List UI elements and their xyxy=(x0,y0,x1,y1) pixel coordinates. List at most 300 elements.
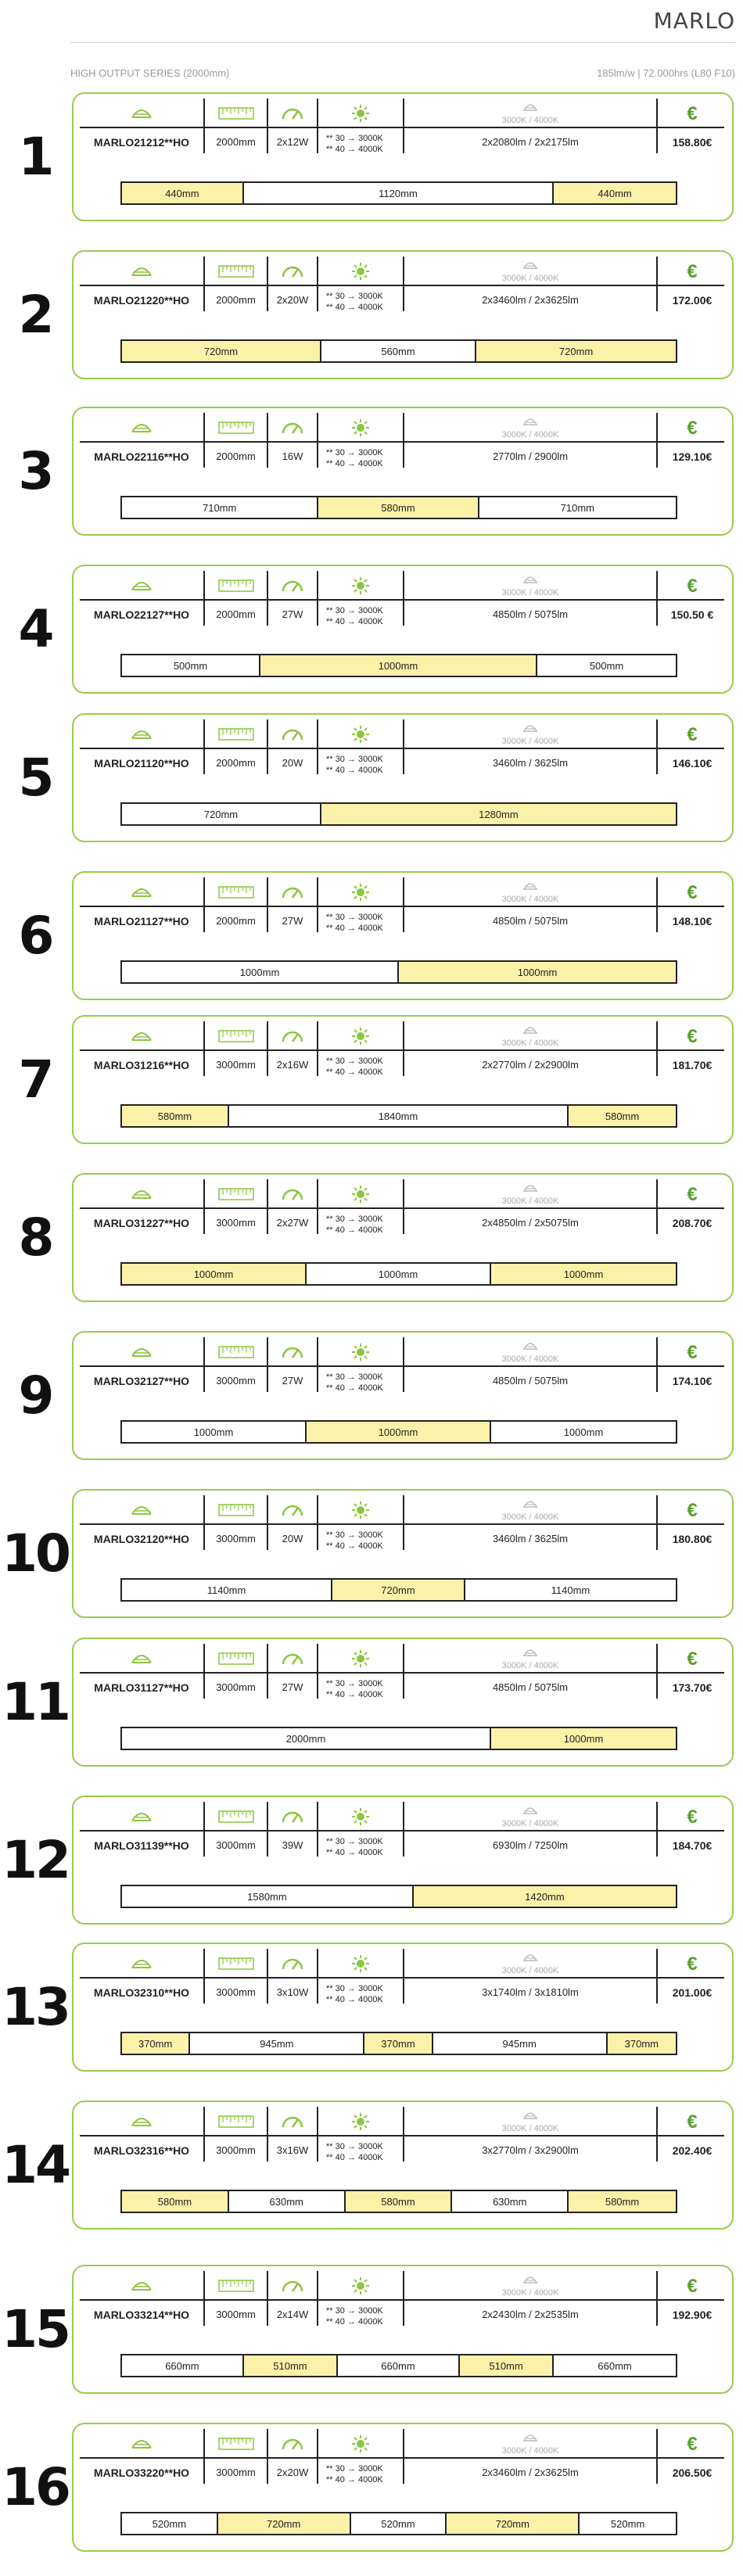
product-code: MARLO32310**HO xyxy=(93,1986,190,1999)
product-row xyxy=(0,2423,743,2552)
lumen-header-text: 3000K / 4000K xyxy=(501,1966,559,1975)
ruler-icon xyxy=(205,2274,267,2298)
segment-gap: 500mm xyxy=(537,655,676,676)
lumen-header xyxy=(404,1644,656,1674)
length-column xyxy=(205,1802,268,1857)
euro-icon: € xyxy=(687,576,698,597)
ruler-icon xyxy=(205,102,267,125)
length-value: 3000mm xyxy=(216,1375,256,1387)
segment-gap: 1000mm xyxy=(122,1422,307,1442)
euro-icon: € xyxy=(687,1649,698,1670)
product-row xyxy=(0,713,743,842)
fixture-icon xyxy=(80,2432,203,2456)
row-number: 15 xyxy=(2,2299,69,2359)
lamp-icon xyxy=(404,571,656,588)
lumen-value: 2x2080lm / 2x2175lm xyxy=(482,136,579,148)
product-card[interactable] xyxy=(72,1173,734,1302)
header-divider xyxy=(80,127,724,128)
product-code: MARLO31127**HO xyxy=(94,1681,189,1694)
gauge-icon xyxy=(268,1805,317,1828)
cct-option: ** 30 → 3000K xyxy=(326,1530,383,1540)
row-number: 16 xyxy=(2,2457,69,2517)
price-value: 202.40€ xyxy=(672,2144,712,2157)
segment-gap: 945mm xyxy=(190,2033,364,2054)
length-value: 3000mm xyxy=(216,2467,256,2478)
product-row xyxy=(0,2101,743,2230)
power-column xyxy=(268,1337,318,1392)
header-divider xyxy=(80,748,724,749)
fixture-icon xyxy=(80,1340,203,1364)
row-number: 13 xyxy=(2,1977,69,2037)
header-divider xyxy=(80,441,724,443)
lamp-icon xyxy=(404,1802,656,1819)
product-code: MARLO21127**HO xyxy=(94,915,189,927)
lumen-value: 4850lm / 5075lm xyxy=(492,1375,569,1387)
product-card[interactable] xyxy=(72,407,734,536)
product-row xyxy=(0,871,743,1000)
code-column xyxy=(80,2107,205,2162)
lumen-value: 4850lm / 5075lm xyxy=(492,915,569,927)
cct-column xyxy=(318,1949,404,2004)
cct-options xyxy=(326,133,383,155)
segment-bar xyxy=(120,181,677,205)
price-value: 172.00€ xyxy=(672,294,712,307)
segment-gap: 660mm xyxy=(554,2355,676,2376)
gauge-icon xyxy=(268,881,317,904)
cct-option: ** 30 → 3000K xyxy=(326,134,383,143)
lumen-value: 2x4850lm / 2x5075lm xyxy=(482,1217,579,1229)
product-card[interactable] xyxy=(72,1638,734,1767)
row-number: 9 xyxy=(18,1365,52,1426)
ruler-icon xyxy=(205,2110,267,2133)
segment-light: 1420mm xyxy=(414,1886,676,1907)
price-value: 184.70€ xyxy=(672,1839,712,1852)
cct-options xyxy=(326,912,383,934)
fixture-icon xyxy=(80,102,203,125)
cct-option: ** 30 → 3000K xyxy=(326,1372,383,1382)
row-number: 14 xyxy=(2,2135,69,2195)
segment-gap: 945mm xyxy=(433,2033,608,2054)
segment-bar xyxy=(120,1885,677,1908)
price-column xyxy=(656,1495,727,1550)
lamp-icon xyxy=(404,719,656,737)
gauge-icon xyxy=(268,2274,317,2298)
product-row xyxy=(0,250,743,379)
cct-options xyxy=(326,2141,383,2163)
product-card[interactable] xyxy=(72,2101,734,2230)
sun-icon xyxy=(318,2110,403,2133)
lumen-header-text: 3000K / 4000K xyxy=(501,1661,559,1670)
power-column xyxy=(268,877,318,932)
price-column xyxy=(656,1021,727,1076)
power-column xyxy=(268,571,318,626)
row-number: 10 xyxy=(2,1523,69,1584)
lumen-header-text: 3000K / 4000K xyxy=(501,737,559,746)
price-value: 201.00€ xyxy=(672,1986,712,1999)
cct-option: ** 40 → 4000K xyxy=(326,1383,383,1393)
gauge-icon xyxy=(268,1024,317,1048)
price-column xyxy=(656,1179,727,1234)
cct-option: ** 30 → 3000K xyxy=(326,913,383,922)
lumen-value: 3x2770lm / 3x2900lm xyxy=(482,2144,579,2156)
segment-gap: 1120mm xyxy=(244,183,554,203)
price-value: 174.10€ xyxy=(672,1375,712,1387)
cct-options xyxy=(326,1983,383,2005)
price-value: 181.70€ xyxy=(672,1059,712,1071)
lumen-value: 2x3460lm / 2x3625lm xyxy=(482,2467,579,2478)
product-row xyxy=(0,1796,743,1925)
ruler-icon xyxy=(205,2432,267,2456)
product-card[interactable] xyxy=(72,1331,734,1460)
power-value: 27W xyxy=(282,1375,303,1387)
segment-gap: 630mm xyxy=(452,2191,569,2212)
fixture-icon xyxy=(80,881,203,904)
header-divider xyxy=(80,1049,724,1051)
cct-options xyxy=(326,605,383,627)
header-divider xyxy=(80,1365,724,1367)
length-column xyxy=(205,2271,268,2326)
price-column xyxy=(656,877,727,932)
length-value: 3000mm xyxy=(216,1059,256,1071)
price-column xyxy=(656,719,727,774)
segment-light: 510mm xyxy=(244,2355,338,2376)
segment-light: 720mm xyxy=(332,1580,465,1600)
product-row xyxy=(0,1331,743,1460)
segment-gap: 560mm xyxy=(321,341,476,361)
length-value: 2000mm xyxy=(216,757,256,769)
segment-gap: 2000mm xyxy=(122,1728,491,1749)
segment-gap: 710mm xyxy=(479,497,676,518)
fixture-icon xyxy=(80,1498,203,1522)
gauge-icon xyxy=(268,260,317,283)
product-code: MARLO32316**HO xyxy=(93,2144,190,2157)
lumen-header xyxy=(404,571,656,601)
lumen-header-text: 3000K / 4000K xyxy=(501,274,559,283)
segment-gap: 660mm xyxy=(122,2355,244,2376)
code-column xyxy=(80,99,205,153)
cct-options xyxy=(326,1214,383,1236)
code-column xyxy=(80,1021,205,1076)
cct-options xyxy=(326,2305,383,2327)
lumen-header-text: 3000K / 4000K xyxy=(501,1039,559,1048)
cct-column xyxy=(318,1021,404,1076)
lumen-header xyxy=(404,413,656,443)
sun-icon xyxy=(318,1182,403,1206)
segment-light: 1280mm xyxy=(321,804,676,824)
segment-light: 1000mm xyxy=(399,962,676,982)
length-value: 3000mm xyxy=(216,2144,256,2156)
product-code: MARLO21220**HO xyxy=(93,294,190,307)
lumen-header-text: 3000K / 4000K xyxy=(501,2124,559,2133)
price-value: 148.10€ xyxy=(672,915,712,927)
ruler-icon xyxy=(205,723,267,746)
length-column xyxy=(205,719,268,774)
gauge-icon xyxy=(268,102,317,125)
cct-column xyxy=(318,1337,404,1392)
segment-bar xyxy=(120,2032,677,2055)
row-number: 4 xyxy=(18,599,52,659)
segment-light: 1000mm xyxy=(307,1422,491,1442)
power-value: 2x20W xyxy=(276,2467,309,2478)
cct-option: ** 40 → 4000K xyxy=(326,1995,383,2004)
sun-icon xyxy=(318,881,403,904)
lumen-header-text: 3000K / 4000K xyxy=(501,1197,559,1206)
code-column xyxy=(80,1949,205,2004)
segment-light: 440mm xyxy=(122,183,244,203)
fixture-icon xyxy=(80,1952,203,1975)
product-card[interactable] xyxy=(72,713,734,842)
header-divider xyxy=(80,1672,724,1674)
lamp-icon xyxy=(404,2271,656,2288)
power-column xyxy=(268,719,318,774)
power-value: 20W xyxy=(282,757,303,769)
ruler-icon xyxy=(205,260,267,283)
cct-option: ** 30 → 3000K xyxy=(326,292,383,301)
price-value: 158.80€ xyxy=(672,136,712,149)
sun-icon xyxy=(318,1024,403,1048)
euro-icon: € xyxy=(687,1500,698,1521)
segment-gap: 1580mm xyxy=(122,1886,414,1907)
gauge-icon xyxy=(268,1340,317,1364)
segment-bar xyxy=(120,1578,677,1602)
lumen-header xyxy=(404,719,656,749)
lumen-header-text: 3000K / 4000K xyxy=(501,2446,559,2456)
cct-options xyxy=(326,1836,383,1858)
segment-gap: 1000mm xyxy=(307,1264,491,1284)
price-value: 173.70€ xyxy=(672,1681,712,1694)
power-value: 3x16W xyxy=(276,2144,309,2156)
cct-column xyxy=(318,2429,404,2484)
cct-option: ** 40 → 4000K xyxy=(326,145,383,154)
lumen-value: 2770lm / 2900lm xyxy=(492,450,569,462)
segment-gap: 1000mm xyxy=(491,1422,676,1442)
euro-icon: € xyxy=(687,418,698,439)
cct-option: ** 30 → 3000K xyxy=(326,2464,383,2474)
cct-options xyxy=(326,1678,383,1700)
cct-option: ** 40 → 4000K xyxy=(326,2317,383,2327)
power-value: 2x20W xyxy=(276,294,309,306)
cct-option: ** 40 → 4000K xyxy=(326,1848,383,1857)
product-card[interactable] xyxy=(72,1489,734,1618)
lumen-header-text: 3000K / 4000K xyxy=(501,430,559,439)
ruler-icon xyxy=(205,1182,267,1206)
sun-icon xyxy=(318,1805,403,1828)
cct-option: ** 30 → 3000K xyxy=(326,1679,383,1688)
power-column xyxy=(268,2271,318,2326)
segment-bar xyxy=(120,654,677,677)
cct-option: ** 30 → 3000K xyxy=(326,448,383,457)
cct-option: ** 40 → 4000K xyxy=(326,459,383,468)
sun-icon xyxy=(318,1498,403,1522)
sun-icon xyxy=(318,2274,403,2298)
lumen-value: 3460lm / 3625lm xyxy=(492,757,569,769)
euro-icon: € xyxy=(687,882,698,903)
lumen-value: 3460lm / 3625lm xyxy=(492,1533,569,1545)
segment-gap: 660mm xyxy=(338,2355,460,2376)
product-card[interactable] xyxy=(72,2265,734,2394)
euro-icon: € xyxy=(687,1184,698,1205)
product-row xyxy=(0,92,743,221)
row-number: 3 xyxy=(18,441,52,501)
price-value: 206.50€ xyxy=(672,2467,712,2479)
price-column xyxy=(656,1337,727,1392)
power-column xyxy=(268,1021,318,1076)
euro-icon: € xyxy=(687,1026,698,1047)
cct-column xyxy=(318,1179,404,1234)
length-column xyxy=(205,1021,268,1076)
price-column xyxy=(656,1802,727,1857)
cct-options xyxy=(326,1372,383,1394)
ruler-icon xyxy=(205,881,267,904)
product-row xyxy=(0,1489,743,1618)
row-number: 1 xyxy=(18,127,52,187)
lumen-value: 2x3460lm / 2x3625lm xyxy=(482,294,579,306)
segment-bar xyxy=(120,496,677,519)
segment-light: 1000mm xyxy=(260,655,537,676)
segment-light: 1000mm xyxy=(491,1264,676,1284)
segment-bar xyxy=(120,339,677,363)
ruler-icon xyxy=(205,416,267,439)
lamp-icon xyxy=(404,1021,656,1039)
fixture-icon xyxy=(80,2110,203,2133)
lumen-value: 3x1740lm / 3x1810lm xyxy=(482,1986,579,1998)
lumen-header xyxy=(404,1021,656,1051)
segment-light: 1000mm xyxy=(491,1728,676,1749)
cct-options xyxy=(326,754,383,776)
product-card[interactable] xyxy=(72,1796,734,1925)
cct-column xyxy=(318,719,404,774)
segment-light: 370mm xyxy=(608,2033,676,2054)
euro-icon: € xyxy=(687,2111,698,2133)
power-value: 20W xyxy=(282,1533,303,1545)
header-divider xyxy=(80,906,724,907)
segment-bar xyxy=(120,1104,677,1128)
fixture-icon xyxy=(80,416,203,439)
lumen-header xyxy=(404,2271,656,2301)
segment-light: 720mm xyxy=(122,341,321,361)
length-column xyxy=(205,99,268,153)
length-value: 3000mm xyxy=(216,1986,256,1998)
lamp-icon xyxy=(404,1644,656,1661)
power-column xyxy=(268,1802,318,1857)
cct-option: ** 30 → 3000K xyxy=(326,2142,383,2151)
code-column xyxy=(80,2271,205,2326)
cct-option: ** 30 → 3000K xyxy=(326,1057,383,1066)
row-number: 8 xyxy=(18,1207,52,1268)
lumen-header-text: 3000K / 4000K xyxy=(501,1354,559,1364)
power-value: 2x12W xyxy=(276,136,309,148)
lamp-icon xyxy=(404,2429,656,2446)
ruler-icon xyxy=(205,1647,267,1670)
segment-gap: 1140mm xyxy=(122,1580,332,1600)
code-column xyxy=(80,413,205,468)
gauge-icon xyxy=(268,1952,317,1975)
power-value: 3x10W xyxy=(276,1986,309,1998)
segment-light: 580mm xyxy=(569,2191,676,2212)
power-column xyxy=(268,1179,318,1234)
segment-gap: 520mm xyxy=(351,2513,447,2534)
price-column xyxy=(656,1644,727,1699)
length-value: 3000mm xyxy=(216,1681,256,1693)
cct-column xyxy=(318,99,404,153)
product-card[interactable] xyxy=(72,565,734,694)
lumen-header xyxy=(404,1949,656,1979)
cct-column xyxy=(318,571,404,626)
series-label: HIGH OUTPUT SERIES (2000mm) xyxy=(70,67,230,79)
ruler-icon xyxy=(205,1952,267,1975)
segment-bar xyxy=(120,2190,677,2213)
cct-options xyxy=(326,447,383,469)
segment-light: 720mm xyxy=(447,2513,580,2534)
cct-option: ** 30 → 3000K xyxy=(326,1984,383,1993)
length-column xyxy=(205,2429,268,2484)
power-value: 27W xyxy=(282,1681,303,1693)
euro-icon: € xyxy=(687,1342,698,1363)
code-column xyxy=(80,1179,205,1234)
length-value: 3000mm xyxy=(216,1217,256,1229)
cct-column xyxy=(318,1802,404,1857)
segment-light: 1000mm xyxy=(122,1264,307,1284)
specs-label: 185lm/w | 72.000hrs (L80 F10) xyxy=(597,67,735,79)
product-card[interactable] xyxy=(72,250,734,379)
price-value: 180.80€ xyxy=(672,1533,712,1545)
header-divider xyxy=(80,2135,724,2137)
segment-bar xyxy=(120,2354,677,2377)
lamp-icon xyxy=(404,1179,656,1197)
length-column xyxy=(205,257,268,311)
gauge-icon xyxy=(268,1647,317,1670)
segment-gap: 520mm xyxy=(122,2513,218,2534)
row-number: 12 xyxy=(2,1830,69,1890)
segment-light: 580mm xyxy=(318,497,479,518)
product-card[interactable] xyxy=(72,1943,734,2072)
length-value: 2000mm xyxy=(216,608,256,620)
ruler-icon xyxy=(205,1498,267,1522)
length-value: 2000mm xyxy=(216,915,256,927)
header-divider xyxy=(80,599,724,601)
cct-column xyxy=(318,257,404,311)
product-card[interactable] xyxy=(72,871,734,1000)
length-value: 2000mm xyxy=(216,450,256,462)
product-card[interactable] xyxy=(72,2423,734,2552)
gauge-icon xyxy=(268,2110,317,2133)
ruler-icon xyxy=(205,1805,267,1828)
product-code: MARLO31139**HO xyxy=(94,1839,189,1852)
cct-option: ** 40 → 4000K xyxy=(326,766,383,775)
price-value: 150.50 € xyxy=(670,608,714,621)
euro-icon: € xyxy=(687,261,698,282)
ruler-icon xyxy=(205,1024,267,1048)
length-column xyxy=(205,877,268,932)
length-column xyxy=(205,571,268,626)
price-value: 129.10€ xyxy=(672,450,712,463)
product-card[interactable] xyxy=(72,92,734,221)
code-column xyxy=(80,257,205,311)
power-column xyxy=(268,2107,318,2162)
power-column xyxy=(268,1495,318,1550)
euro-icon: € xyxy=(687,2434,698,2455)
cct-column xyxy=(318,1644,404,1699)
lumen-header-text: 3000K / 4000K xyxy=(501,588,559,597)
row-number: 11 xyxy=(2,1672,69,1732)
lamp-icon xyxy=(404,1495,656,1512)
price-column xyxy=(656,2429,727,2484)
length-value: 3000mm xyxy=(216,2309,256,2320)
segment-gap: 710mm xyxy=(122,497,318,518)
length-column xyxy=(205,1179,268,1234)
segment-gap: 720mm xyxy=(122,804,321,824)
product-card[interactable] xyxy=(72,1015,734,1144)
